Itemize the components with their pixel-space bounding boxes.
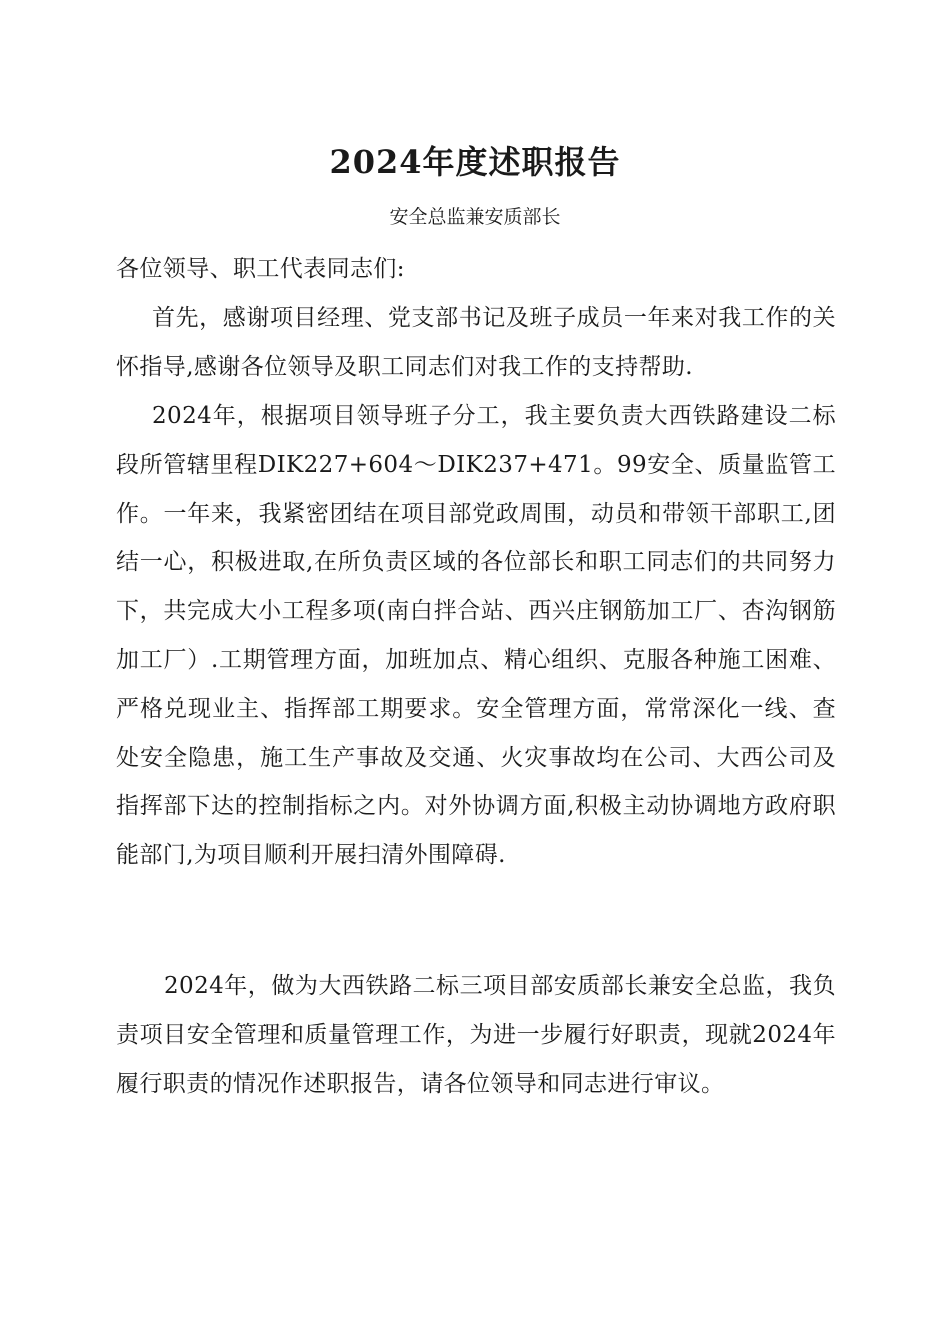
paragraph-duties: 2024年，做为大西铁路二标三项目部安质部长兼安全总监，我负责项目安全管理和质量管理工作，为进一步履行好职责，现就2024年履行职责的情况作述职报告，请各位领导和同志进行审议。: [116, 973, 836, 1097]
page-title: 2024年度述职报告: [329, 143, 621, 181]
paragraph-thanks: 首先，感谢项目经理、党支部书记及班子成员一年来对我工作的关怀指导,感谢各位领导及职工同志们对我工作的支持帮助.: [116, 305, 836, 380]
page-subtitle: 安全总监兼安质部长: [389, 206, 561, 228]
paragraph-work-summary: 2024年，根据项目领导班子分工，我主要负责大西铁路建设二标段所管辖里程DIK227+604～DIK237+471。99安全、质量监管工作。一年来，我紧密团结在项目部党政周围，动员和带领干部职工,团结一心，积极进取,在所负责区域的各位部长和职工同志们的共同努力下，共完成大小工程多项(南白拌合站、西兴庄钢筋加工厂、杏沟钢筋加工厂）.工期管理方面，加班加点、精心组织、克服各种施工困难、严格兑现业主、指挥部工期要求。安全管理方面，常常深化一线、查处安全隐患，施工生产事故及交通、火灾事故均在公司、大西公司及指挥部下达的控制指标之内。对外协调方面,积极主动协调地方政府职能部门,为项目顺利开展扫清外围障碍.: [116, 403, 836, 869]
greeting-line: 各位领导、职工代表同志们:: [116, 256, 405, 282]
